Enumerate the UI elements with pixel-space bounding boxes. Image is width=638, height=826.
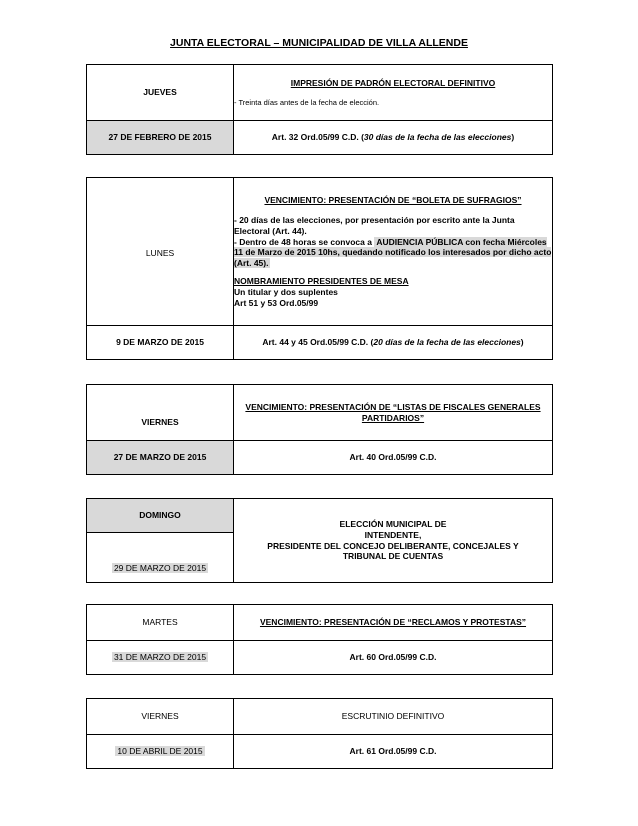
reference-text: Art. 61 Ord.05/99 C.D. [349,746,437,757]
description-heading: VENCIMIENTO: PRESENTACIÓN DE “BOLETA DE SUFRAGIOS” [264,194,522,205]
date-label: 9 DE MARZO DE 2015 [116,337,204,348]
reference-cell [234,641,553,675]
sub-line-2: Art 51 y 53 Ord.05/99 [234,297,319,308]
reference-cell [234,441,553,475]
reference-italic: 30 días de la fecha de las elecciones [363,132,512,143]
day-label: JUEVES [143,87,177,98]
reference-cell [234,735,553,769]
description-heading: ESCRUTINIO DEFINITIVO [341,711,445,722]
event-line-3: PRESIDENTE DEL CONCEJO DELIBERANTE, CONCEJALES Y [267,540,519,551]
day-label: MARTES [142,617,178,628]
event-line-1: ELECCIÓN MUNICIPAL DE [339,519,447,530]
reference-cell [234,326,553,360]
description-cell [234,699,553,735]
event-line-2: INTENDENTE, [364,529,422,540]
date-label: 27 DE MARZO DE 2015 [113,452,207,463]
reference-close: ) [520,337,524,348]
schedule-block-6 [86,698,553,769]
day-cell [87,605,234,641]
sub-heading: NOMBRAMIENTO PRESIDENTES DE MESA [234,276,409,287]
event-cell [234,499,553,583]
date-cell [87,326,234,360]
reference-italic: 20 días de la fecha de las elecciones [373,337,521,348]
date-label: 31 DE MARZO DE 2015 [113,652,207,663]
date-cell [87,735,234,769]
reference-close: ) [511,132,515,143]
sub-line-1: Un titular y dos suplentes [234,287,338,298]
date-label: 10 DE ABRIL DE 2015 [117,746,203,757]
description-cell [234,605,553,641]
day-cell [87,699,234,735]
event-line-4: TRIBUNAL DE CUENTAS [342,551,444,562]
schedule-block-5 [86,604,553,675]
description-line-2 [234,237,552,269]
reference-cell [234,121,553,155]
audiencia-highlight: AUDIENCIA PÚBLICA con fecha Miércoles 11 de Marzo de 2015 10hs, quedando notificado los interesados por dicho acto (Art. 45). [234,236,552,268]
schedule-block-1 [86,64,553,155]
description-cell [234,178,553,326]
description-line-1: - 20 días de las elecciones, por presentación por escrito ante la Junta Electoral (Art. 44). [234,215,515,236]
day-label: VIERNES [141,417,179,428]
description-cell [234,385,553,441]
reference-text: Art. 44 y 45 Ord.05/99 C.D. ( [262,337,374,348]
date-label: 27 DE FEBRERO DE 2015 [108,132,212,143]
day-cell [87,499,234,533]
date-cell [87,533,234,583]
page-title: JUNTA ELECTORAL – MUNICIPALIDAD DE VILLA ALLENDE [170,37,468,49]
date-label: 29 DE MARZO DE 2015 [113,563,207,574]
schedule-block-2 [86,177,553,360]
reference-text: Art. 60 Ord.05/99 C.D. [349,652,437,663]
date-cell [87,121,234,155]
day-cell [87,65,234,121]
day-label: LUNES [145,248,175,259]
description-heading: VENCIMIENTO: PRESENTACIÓN DE “LISTAS DE FISCALES GENERALES PARTIDARIOS” [245,401,541,423]
description-detail: - Treinta días antes de la fecha de elección. [234,98,380,108]
schedule-block-3 [86,384,553,475]
day-cell [87,385,234,441]
day-cell [87,178,234,326]
description-cell [234,65,553,121]
schedule-block-4 [86,498,553,583]
date-cell [87,441,234,475]
reference-text: Art. 32 Ord.05/99 C.D. ( [271,132,364,143]
description-heading: IMPRESIÓN DE PADRÓN ELECTORAL DEFINITIVO [290,77,496,88]
day-label: VIERNES [141,711,179,722]
reference-text: Art. 40 Ord.05/99 C.D. [349,452,437,463]
date-cell [87,641,234,675]
description-line-2-text: - Dentro de 48 horas se convoca a [234,236,375,247]
description-heading: VENCIMIENTO: PRESENTACIÓN DE “RECLAMOS Y PROTESTAS” [259,617,527,628]
day-label: DOMINGO [139,510,181,521]
